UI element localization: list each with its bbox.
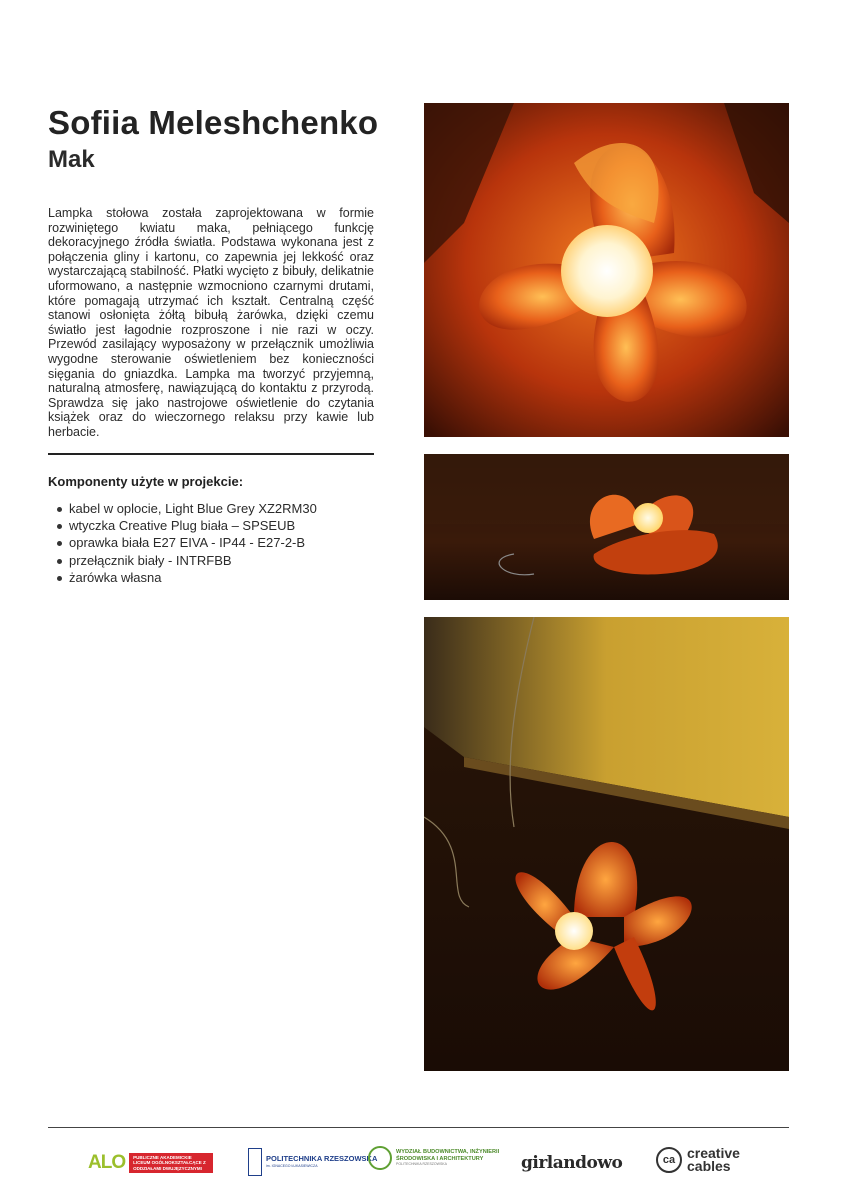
alo-logo-mark: ALO	[88, 1152, 126, 1173]
lamp-floor-photo	[424, 454, 789, 600]
alo-logo	[88, 1152, 213, 1174]
page-title: Sofiia Meleshchenko	[48, 104, 379, 141]
list-item: żarówka własna	[48, 569, 388, 586]
faculty-name: WYDZIAŁ BUDOWNICTWA, INŻYNIERII ŚRODOWISKA I ARCHITEKTURY	[396, 1149, 500, 1162]
politechnika-name: POLITECHNIKA RZESZOWSKA	[266, 1154, 378, 1164]
creative-cables-icon: ca	[656, 1147, 682, 1173]
list-item: wtyczka Creative Plug biała – SPSEUB	[48, 517, 388, 534]
girlandowo-logo: girlandowo	[521, 1153, 623, 1173]
creative-cables-name: creative cables	[687, 1145, 740, 1174]
components-heading: Komponenty użyte w projekcie:	[48, 474, 244, 489]
project-description: Lampka stołowa została zaprojektowana w formie rozwiniętego kwiatu maka, pełniącego funkcję dekoracyjnego źródła światła. Podstawa wykonana jest z połączenia gliny i kartonu, co zapewnia jej lekkość oraz wystarczającą stabilność. Płatki wycięto z bibuły, delikatnie uformowano, a następnie wzmocniono czarnymi drutami, które pomagają utrzymać ich kształt. Centralną część stanowi osłonięta żółtą bibułą żarówka, dzięki czemu światło jest łagodnie rozproszone i nie razi w oczy. Przewód zasilający wyposażony w przełącznik umożliwia wygodne sterowanie oświetleniem bez konieczności sięgania do gniazdka. Lampka ma tworzyć przyjemną, naturalną atmosferę, nawiązującą do kontaktu z przyrodą. Sprawdza się jako nastrojowe oświetlenie do czytania książek oraz do wieczornego relaksu przy kawie lub herbacie.	[48, 206, 374, 439]
section-divider	[48, 453, 374, 455]
page-subtitle: Mak	[48, 146, 95, 173]
list-item: oprawka biała E27 EIVA - IP44 - E27-2-B	[48, 534, 388, 551]
list-item: przełącznik biały - INTRFBB	[48, 552, 388, 569]
politechnika-subtitle: im. IGNACEGO ŁUKASIEWICZA	[266, 1163, 318, 1168]
faculty-subtitle: POLITECHNIKA RZESZOWSKA	[396, 1161, 447, 1166]
faculty-emblem-icon	[368, 1146, 392, 1170]
lamp-room-photo	[424, 617, 789, 1071]
list-item: kabel w oplocie, Light Blue Grey XZ2RM30	[48, 500, 388, 517]
politechnika-logo	[248, 1148, 377, 1176]
faculty-logo	[368, 1146, 504, 1170]
politechnika-emblem-icon	[248, 1148, 262, 1176]
footer-divider	[48, 1127, 789, 1128]
lamp-closeup-photo	[424, 103, 789, 437]
alo-logo-text: PUBLICZNE AKADEMICKIE LICEUM OGÓLNOKSZTAŁCĄCE Z ODDZIAŁAMI DWUJĘZYCZNYMI	[129, 1153, 213, 1174]
components-list	[48, 500, 388, 586]
creative-cables-logo	[656, 1147, 757, 1173]
